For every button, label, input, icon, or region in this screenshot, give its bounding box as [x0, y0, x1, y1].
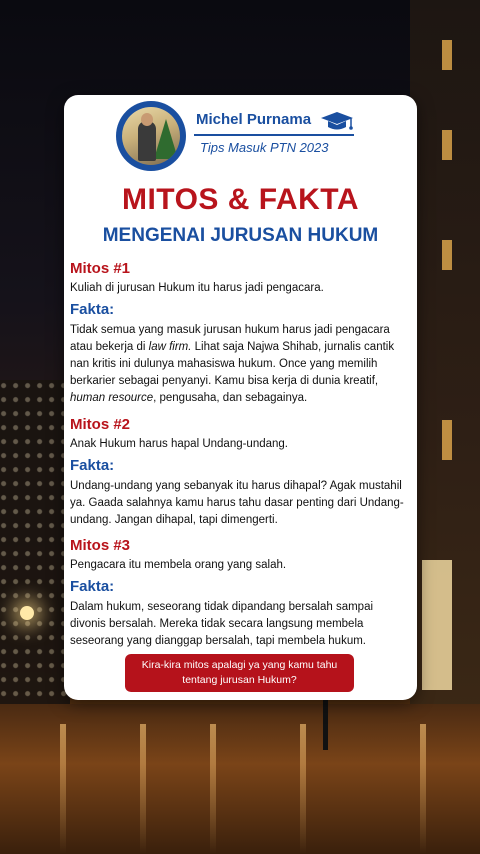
- background-pole: [323, 700, 328, 750]
- mitos-section-2: [70, 416, 410, 529]
- mitos-text: Kuliah di jurusan Hukum itu harus jadi pengacara.: [70, 282, 324, 294]
- fakta-text: Tidak semua yang masuk jurusan hukum harus jadi pengacara atau bekerja di law firm. Lihat saja Najwa Shihab, jurnalis cantik nan kritis ini dulunya mahasiswa hukum. Once yang memilih berkarier sebagai penyanyi. Kamu bisa kerja di dunia kreatif, human resource, pengusaha, dan sebagainya.: [70, 324, 395, 404]
- avatar: [116, 101, 186, 171]
- fakta-text: Dalam hukum, seseorang tidak dipandang bersalah sampai divonis bersalah. Mereka tidak secara langsung membela seseorang yang dianggap bersalah, tapi membela hukum.: [70, 601, 374, 647]
- mitos-section-3: [70, 537, 410, 650]
- mitos-label: Mitos #1: [70, 260, 131, 277]
- page-subtitle: MENGENAI JURUSAN HUKUM: [102, 225, 379, 246]
- profile-subtitle: Tips Masuk PTN 2023: [200, 140, 329, 155]
- cta-line-2: tentang jurusan Hukum?: [182, 674, 297, 686]
- background-lamp: [20, 606, 34, 620]
- mitos-text: Anak Hukum harus hapal Undang-undang.: [70, 438, 289, 450]
- mitos-section-1: [70, 260, 410, 407]
- fakta-label: Fakta:: [70, 457, 115, 474]
- graduation-cap-icon: [320, 111, 354, 133]
- fakta-label: Fakta:: [70, 301, 115, 318]
- profile-name: Michel Purnama: [196, 111, 312, 128]
- cta-line-1: Kira-kira mitos apalagi ya yang kamu tahu: [141, 659, 338, 671]
- background-building: [410, 0, 480, 720]
- name-divider: [194, 134, 354, 136]
- mitos-label: Mitos #3: [70, 537, 131, 554]
- mitos-text: Pengacara itu membela orang yang salah.: [70, 559, 287, 571]
- info-card: [64, 95, 417, 700]
- fakta-text: Undang-undang yang sebanyak itu harus dihapal? Agak mustahil ya. Gaada salahnya kamu harus tahu dasar penting dari Undang-undang. Jangan dihapal, tapi dimengerti.: [70, 480, 404, 526]
- fakta-label: Fakta:: [70, 578, 115, 595]
- mitos-label: Mitos #2: [70, 416, 131, 433]
- profile-header: [116, 101, 366, 173]
- background-trees-lights: [0, 380, 70, 710]
- cta-banner: [125, 654, 354, 692]
- background-street: [0, 704, 480, 854]
- page-title: MITOS & FAKTA: [121, 183, 360, 216]
